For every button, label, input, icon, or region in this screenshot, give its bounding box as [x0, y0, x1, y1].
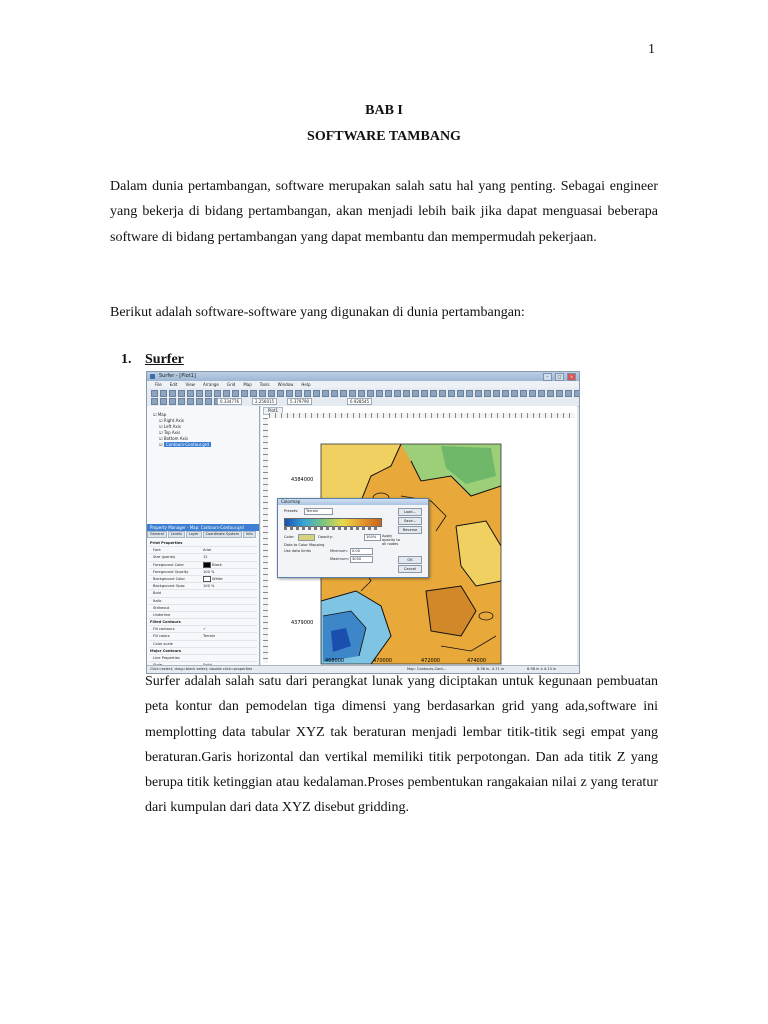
property-row: [149, 648, 257, 655]
cancel-button: Cancel: [398, 565, 422, 573]
toolbar-icon: [493, 390, 500, 397]
toolbar-icon: [475, 390, 482, 397]
menu-item-help: Help: [301, 382, 311, 387]
toolbar-icon: [160, 398, 167, 405]
map-x-label-2: 470000: [373, 658, 393, 664]
toolbar-icon: [466, 390, 473, 397]
presets-select: Terrain: [304, 508, 333, 515]
property-key: Foreground Color: [153, 562, 184, 567]
toolbar-icon: [232, 390, 239, 397]
color-swatch: [203, 562, 211, 568]
intro-paragraph: Dalam dunia pertambangan, software merupakan salah satu hal yang penting. Sebagai engineer yang bekerja di bidang pertambangan, akan menjadi lebih baik jika dapat menguasai beberapa software di bidang pertambangan yang dapat membantu dan mempermudah pekerjaan.: [110, 179, 658, 245]
property-key: Size (points): [153, 555, 176, 560]
toolbar-icon: [367, 390, 374, 397]
property-tabs: [147, 531, 259, 538]
window-titlebar: [147, 372, 579, 381]
status-position: 8.36 in, 4.71 in: [477, 667, 505, 671]
presets-label: Presets:: [284, 509, 299, 513]
property-row: [149, 576, 257, 583]
object-tree: [153, 412, 211, 448]
menu-bar: [147, 381, 579, 388]
menu-item-view: View: [185, 382, 195, 387]
coord-field-4: 6.928545: [347, 398, 372, 405]
property-key: Major Contours: [150, 648, 182, 653]
object-manager-panel: [147, 406, 260, 665]
map-x-label-3: 472000: [421, 658, 441, 664]
reverse-button: Reverse: [398, 526, 422, 534]
toolbar-icon: [457, 390, 464, 397]
toolbar-icon: [196, 398, 203, 405]
property-key: Color scale: [153, 641, 173, 646]
toolbar-icon: [295, 390, 302, 397]
property-tab: Coordinate System: [203, 531, 242, 538]
coord-field-2: 2.256015: [252, 398, 277, 405]
property-row: [149, 554, 257, 561]
property-value: 100 %: [203, 569, 215, 574]
mapping-label: Data to Color Mapping: [284, 543, 325, 547]
map-y-label-1: 4384000: [291, 477, 314, 483]
toolbar-icon: [241, 390, 248, 397]
property-value: [203, 598, 257, 604]
status-selection: Map: Contours-Cont...: [407, 667, 447, 671]
color-ramp-nodes: [284, 526, 380, 530]
property-key: Bold: [153, 591, 161, 596]
property-key: Strikeout: [153, 605, 170, 610]
toolbar-icon: [385, 390, 392, 397]
use-limits-checkbox: Use data limits: [284, 549, 311, 553]
property-value: Terrain: [203, 634, 216, 639]
toolbar-icon: [322, 390, 329, 397]
document-tab: Plot1: [263, 407, 283, 415]
property-value: [200, 619, 257, 625]
checkbox-icon: ☑: [159, 418, 164, 423]
map-x-label-4: 474000: [467, 658, 487, 664]
toolbar-icon: [538, 390, 545, 397]
load-button: Load...: [398, 508, 422, 516]
property-tab: Levels: [168, 531, 185, 538]
property-key: Italic: [153, 598, 162, 603]
property-key: Fill contours: [153, 627, 175, 632]
menu-item-window: Window: [277, 382, 294, 387]
toolbar-icon: [556, 390, 563, 397]
object-tree-label: Top Axis: [163, 430, 181, 435]
toolbar-icon: [196, 390, 203, 397]
toolbar-icon: [349, 390, 356, 397]
apply-opacity-label: Apply opacity to all nodes: [382, 534, 400, 546]
menu-item-grid: Grid: [226, 382, 236, 387]
toolbar-icon: [214, 390, 221, 397]
property-row: [149, 583, 257, 590]
checkbox-icon: ☑: [153, 412, 158, 417]
property-value: ✓: [203, 627, 207, 632]
property-tab: General: [147, 531, 167, 538]
toolbar-icon: [484, 390, 491, 397]
toolbar-icon: [358, 390, 365, 397]
maximum-field: 3050: [350, 556, 373, 563]
toolbar-icon: [205, 390, 212, 397]
color-swatch: [203, 576, 211, 582]
object-tree-label: Bottom Axis: [163, 436, 189, 441]
toolbar-icon: [547, 390, 554, 397]
toolbar-icon: [277, 390, 284, 397]
menu-item-edit: Edit: [169, 382, 178, 387]
toolbar-icon: [187, 398, 194, 405]
toolbar-icon: [304, 390, 311, 397]
toolbar-icon: [421, 390, 428, 397]
toolbar-icon: [340, 390, 347, 397]
toolbar-icon: [286, 390, 293, 397]
toolbar-icon: [178, 390, 185, 397]
property-row: [149, 540, 257, 547]
toolbar-icon: [439, 390, 446, 397]
menu-item-tools: Tools: [259, 382, 270, 387]
property-value: [203, 590, 257, 596]
property-value: [200, 648, 257, 654]
property-value: 100 %: [203, 584, 215, 589]
toolbar-icon: [223, 390, 230, 397]
property-row: [149, 605, 257, 612]
checkbox-icon: ☑: [159, 424, 164, 429]
checkbox-icon: ☑: [159, 436, 164, 441]
surfer-screenshot: [146, 371, 580, 674]
object-tree-label: Left Axis: [163, 424, 181, 429]
toolbar-icon: [502, 390, 509, 397]
property-row: [149, 562, 257, 569]
property-key: Foreground Opacity: [153, 569, 189, 574]
property-manager-title: Property Manager - Map: Contours-Contour.grd: [147, 524, 259, 531]
ok-button: OK: [398, 556, 422, 564]
property-row: [149, 547, 257, 554]
object-tree-item: [153, 442, 211, 448]
toolbar-icon: [313, 390, 320, 397]
property-key: Line Properties: [153, 656, 180, 660]
property-tab: Layer: [186, 531, 202, 538]
property-value: [203, 641, 257, 647]
app-icon: [150, 374, 155, 379]
save-button: Save...: [398, 517, 422, 525]
map-x-label-1: 468000: [325, 658, 345, 664]
toolbar: [147, 388, 579, 407]
toolbar-icon: [187, 390, 194, 397]
toolbar-icon: [331, 390, 338, 397]
software-name: Surfer: [145, 352, 184, 367]
property-row: [149, 626, 257, 633]
toolbar-icon: [412, 390, 419, 397]
window-title: Surfer - [Plot1]: [159, 373, 196, 379]
color-swatch: [298, 534, 315, 541]
checkbox-icon: ☑: [159, 430, 164, 435]
checkbox-icon: ☑: [159, 442, 164, 447]
color-label: Color:: [284, 535, 295, 539]
toolbar-icon: [565, 390, 572, 397]
toolbar-icon: [520, 390, 527, 397]
chapter-heading: BAB I: [365, 103, 403, 118]
object-tree-label: Contours-Contour.grd: [165, 442, 209, 447]
menu-item-file: File: [155, 382, 162, 387]
list-number: 1.: [121, 352, 132, 367]
toolbar-icon: [394, 390, 401, 397]
property-value: [203, 605, 257, 611]
dialog-title: Colormap: [278, 499, 428, 505]
property-value: Arial: [203, 548, 212, 553]
property-key: Filled Contours: [150, 620, 181, 625]
property-row: [149, 612, 257, 619]
toolbar-icon: [169, 390, 176, 397]
object-tree-label: Map: [157, 412, 167, 417]
maximum-label: Maximum:: [330, 557, 349, 561]
maximize-icon: □: [555, 373, 564, 381]
property-value: [203, 612, 257, 618]
status-size: 6.98 in x 4.13 in: [527, 667, 557, 671]
toolbar-icon: [448, 390, 455, 397]
toolbar-icon: [151, 390, 158, 397]
property-key: Background Opac: [153, 584, 185, 589]
coord-field-1: 0.334776: [217, 398, 242, 405]
property-row: [149, 633, 257, 640]
toolbar-icon: [205, 398, 212, 405]
close-icon: ×: [567, 373, 576, 381]
menu-item-arrange: Arrange: [202, 382, 219, 387]
toolbar-row-1: [151, 390, 580, 397]
colormap-dialog: [277, 498, 429, 578]
property-row: [149, 569, 257, 576]
toolbar-icon: [250, 390, 257, 397]
toolbar-icon: [259, 390, 266, 397]
object-tree-label: Right Axis: [163, 418, 184, 423]
software-item-heading: [121, 352, 184, 368]
property-key: Print Properties: [150, 541, 183, 545]
status-hint: Click=select, drag=block select, double click=properties: [150, 667, 253, 671]
property-value: White: [203, 576, 257, 582]
property-value: 12: [203, 555, 208, 560]
list-intro: Berikut adalah software-software yang digunakan di dunia pertambangan:: [110, 305, 525, 320]
property-list: [149, 540, 257, 674]
toolbar-icon: [160, 390, 167, 397]
property-key: Fill colors: [153, 634, 170, 639]
property-tab: Info: [243, 531, 256, 538]
property-row: [149, 641, 257, 648]
toolbar-icon: [430, 390, 437, 397]
surfer-description: Surfer adalah salah satu dari perangkat lunak yang diciptakan untuk kegunaan pembuatan peta kontur dan pemodelan tiga dimensi yang berdasarkan grid yang ada,software ini memplotting data tabular XYZ tak beraturan menjadi lembar titik-titik segi empat yang beraturan.Garis horizontal dan vertikal memiliki titik perpotongan. Dan ada titik Z yang berupa titik ketinggian atau kedalaman.Proses pembentukan rangakaian nilai z yang teratur dari kumpulan dari data XYZ disebut gridding.: [145, 674, 658, 816]
minimum-field: 0.00: [350, 548, 373, 555]
property-row: [149, 590, 257, 597]
property-row: [149, 619, 257, 626]
toolbar-icon: [169, 398, 176, 405]
chapter-title: SOFTWARE TAMBANG: [307, 129, 461, 144]
property-key: Font: [153, 548, 161, 553]
map-y-label-4: 4379000: [291, 620, 314, 626]
window-controls: [543, 373, 576, 381]
property-key: Background Color: [153, 576, 185, 581]
menu-item-map: Map: [243, 382, 252, 387]
toolbar-icon: [511, 390, 518, 397]
minimum-label: Minimum:: [330, 549, 348, 553]
toolbar-icon: [151, 398, 158, 405]
property-value: [203, 655, 257, 661]
property-value: Black: [203, 562, 257, 568]
property-row: [149, 655, 257, 662]
opacity-value: 100%: [364, 534, 381, 541]
opacity-label: Opacity:: [318, 535, 333, 539]
toolbar-icon: [574, 390, 580, 397]
property-value: [200, 540, 257, 546]
toolbar-icon: [376, 390, 383, 397]
property-key: Underline: [153, 612, 171, 617]
toolbar-icon: [529, 390, 536, 397]
toolbar-icon: [268, 390, 275, 397]
minimize-icon: –: [543, 373, 552, 381]
property-row: [149, 598, 257, 605]
coord-field-3: 5.379790: [287, 398, 312, 405]
toolbar-icon: [403, 390, 410, 397]
toolbar-icon: [178, 398, 185, 405]
page-number: 1: [648, 42, 655, 57]
